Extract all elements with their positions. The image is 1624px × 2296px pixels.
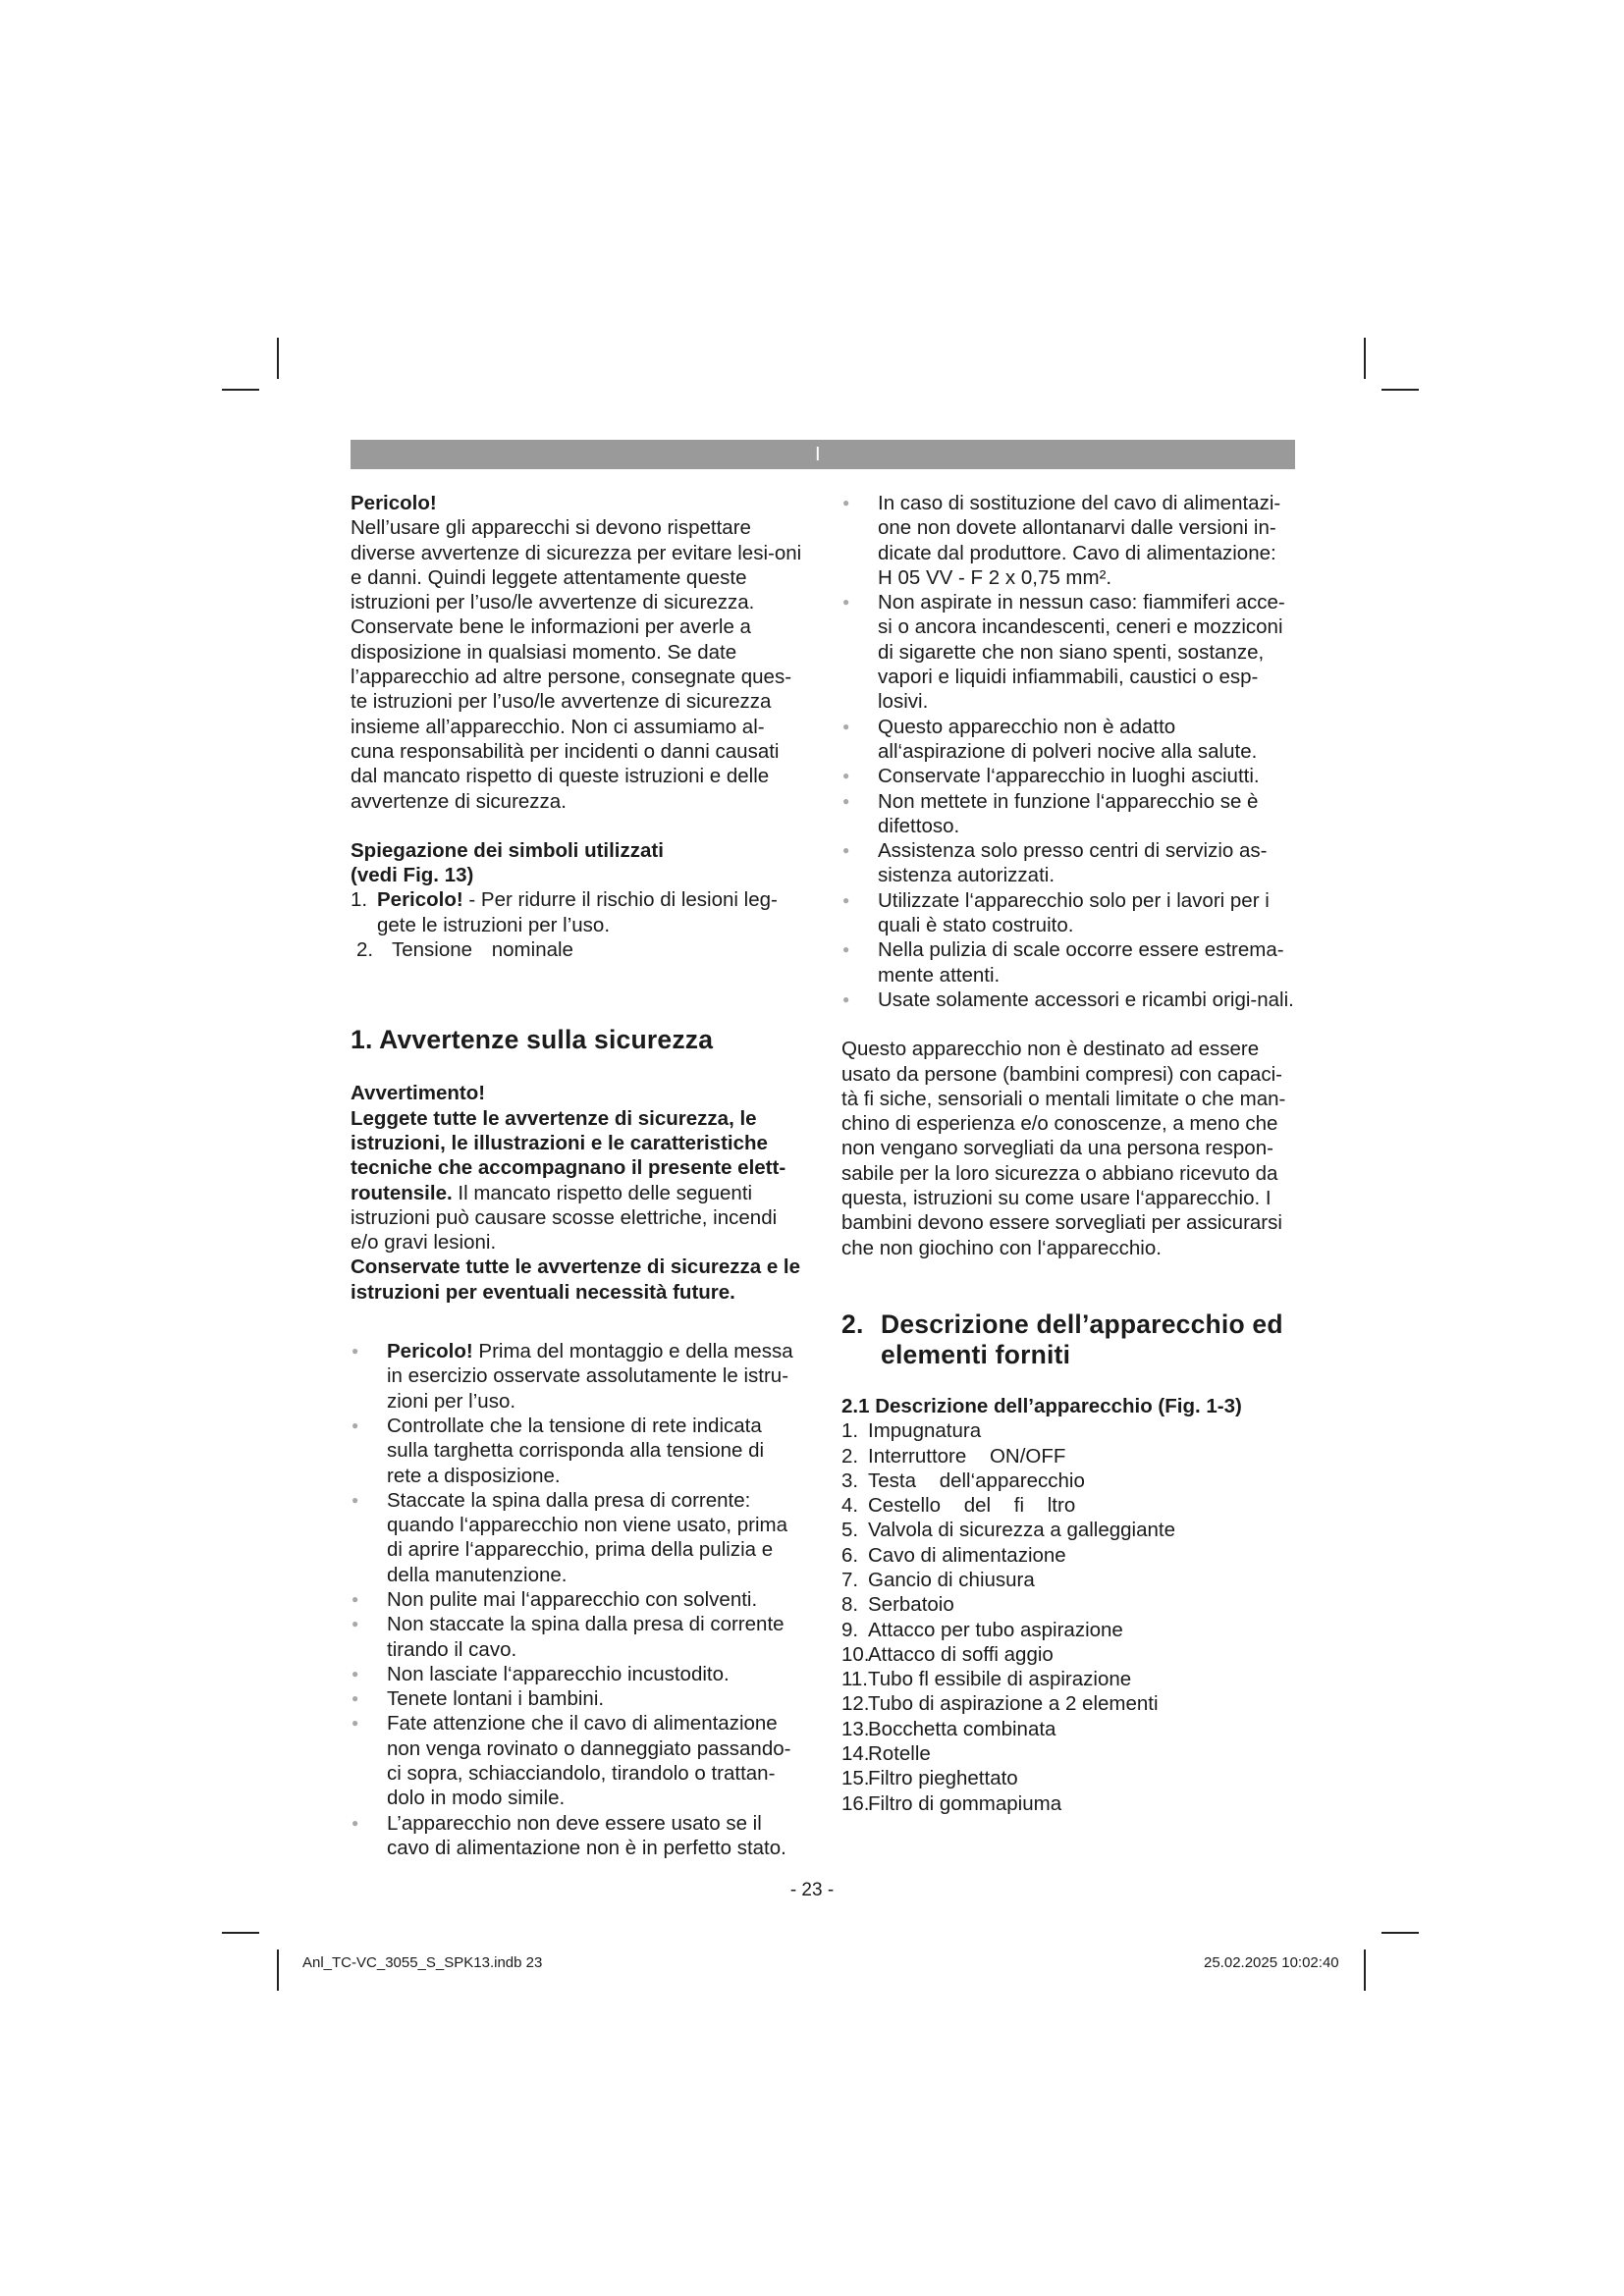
part-label: Rotelle (868, 1742, 931, 1766)
list-item (351, 1414, 802, 1488)
list-item (841, 988, 1295, 1012)
part-label: Tubo di aspirazione a 2 elementi (868, 1692, 1159, 1716)
list-item (841, 1642, 1295, 1667)
list-item (841, 1568, 1295, 1592)
crop-mark (277, 1949, 279, 1991)
list-item (351, 1711, 802, 1810)
list-number: 16. (841, 1791, 870, 1815)
crop-mark (1381, 1932, 1419, 1934)
list-item (841, 1592, 1295, 1617)
list-item (841, 1741, 1295, 1766)
symbols-list-item (351, 887, 802, 937)
bullet-text: Prima del montaggio e della messa in esercizio osservate assolutamente le istru-zioni per l’uso. (387, 1340, 793, 1413)
crop-mark (1364, 1949, 1366, 1991)
symbol-bold: Pericolo! (377, 888, 463, 912)
symbols-heading: Spiegazione dei simboli utilizzati (351, 838, 664, 862)
bullet-text: Utilizzate l‘apparecchio solo per i lavori per i quali è stato costruito. (878, 888, 1270, 937)
children-paragraph: Questo apparecchio non è destinato ad essere usato da persone (bambini compresi) con capaci-tà fi siche, sensoriali o mentali limitate o che man-chino di esperienza e/o conoscenze, a meno che non vengano sorvegliati da una persona respon-sabile per la loro sicurezza o abbiano ricevuto da questa, istruzioni su come usare l‘apparecchio. I bambini devono essere sorvegliati per assicurarsi che non giochino con l‘apparecchio. (841, 1038, 1286, 1259)
bullet-text: Non pulite mai l‘apparecchio con solventi. (387, 1587, 758, 1611)
part-label: Interruttore ON/OFF (868, 1444, 1066, 1468)
list-item (841, 590, 1295, 714)
list-item (841, 715, 1295, 765)
section-1-number: 1. (351, 1025, 373, 1055)
section-2-title: Descrizione dell’apparecchio ed elementi forniti (881, 1308, 1283, 1369)
list-item (841, 838, 1295, 888)
crop-mark (277, 338, 279, 379)
list-number: 11. (841, 1668, 868, 1691)
list-item (841, 789, 1295, 839)
list-item (841, 1418, 1295, 1443)
list-item (351, 1686, 802, 1711)
list-number: 1. (351, 888, 368, 912)
part-label: Tubo fl essibile di aspirazione (868, 1668, 1132, 1691)
list-item (841, 1493, 1295, 1518)
list-item (841, 937, 1295, 988)
part-label: Filtro di gommapiuma (868, 1791, 1062, 1815)
section-1-heading (351, 1025, 802, 1055)
footer-file-name: Anl_TC-VC_3055_S_SPK13.indb 23 (302, 1954, 543, 1971)
bullet-text: L’apparecchio non deve essere usato se il cavo di alimentazione non è in perfetto stato. (387, 1811, 786, 1859)
part-label: Cestello del fi ltro (868, 1494, 1076, 1518)
list-number: 7. (841, 1568, 859, 1591)
part-label: Impugnatura (868, 1419, 982, 1443)
bullet-text: Staccate la spina dalla presa di corrente: quando l‘apparecchio non viene usato, prima di aprire l‘apparecchio, prima della pulizia e della manutenzione. (387, 1488, 787, 1586)
list-item (841, 1766, 1295, 1790)
part-label: Bocchetta combinata (868, 1717, 1056, 1740)
warning-bold-text: Leggete tutte le avvertenze di sicurezza, le istruzioni, le illustrazioni e le caratteristiche tecniche che accompagnano il presente elett-routensile. (351, 1106, 786, 1204)
keep-instructions-text: Conservate tutte le avvertenze di sicurezza e le istruzioni per eventuali necessità future. (351, 1255, 801, 1304)
bullet-text: Usate solamente accessori e ricambi origi-nali. (878, 988, 1294, 1011)
list-item (351, 1662, 802, 1686)
list-number: 2. (841, 1444, 859, 1468)
list-item (841, 1667, 1295, 1691)
danger-title: Pericolo! (351, 492, 437, 514)
warning-text: Il mancato rispetto delle seguenti istruzioni può causare scosse elettriche, incendi e/o gravi lesioni. (351, 1181, 778, 1255)
list-item (351, 1811, 802, 1861)
subsection-2-1-title: 2.1 Descrizione dell’apparecchio (Fig. 1-3) (841, 1394, 1242, 1417)
bullet-text: Assistenza solo presso centri di servizio as-sistenza autorizzati. (878, 839, 1268, 887)
symbol-text: Tensione nominale (392, 938, 573, 962)
bullet-text: Controllate che la tensione di rete indicata sulla targhetta corrisponda alla tensione di rete a disposizione. (387, 1414, 765, 1487)
list-item (841, 1618, 1295, 1642)
list-item (351, 1339, 802, 1414)
danger-text: Nell’usare gli apparecchi si devono rispettare diverse avvertenze di sicurezza per evitare lesi-oni e danni. Quindi leggete attentamente queste istruzioni per l’uso/le avvertenze di sicurezza. Conservate bene le informazioni per averle a disposizione in qualsiasi momento. Se date l’apparecchio ad altre persone, consegnate ques-te istruzioni per l’uso/le avvertenze di sicurezza insieme all’apparecchio. Non ci assumiamo al-cuna responsabilità per incidenti o danni causati dal mancato rispetto di queste istruzioni e delle avvertenze di sicurezza. (351, 516, 802, 813)
bullet-text: Nella pulizia di scale occorre essere estrema-mente attenti. (878, 938, 1284, 987)
safety-bullet-list-continued (841, 491, 1295, 1012)
section-2-number: 2. (841, 1308, 864, 1339)
symbols-list (351, 887, 802, 962)
list-item (351, 1488, 802, 1587)
right-column (841, 491, 1295, 1816)
bullet-text: Tenete lontani i bambini. (387, 1687, 605, 1711)
bullet-text: Non staccate la spina dalla presa di corrente tirando il cavo. (387, 1613, 785, 1661)
list-number: 13. (841, 1717, 870, 1740)
list-item (351, 1587, 802, 1612)
list-number: 9. (841, 1618, 859, 1641)
list-item (351, 1612, 802, 1662)
list-item (841, 1518, 1295, 1542)
part-label: Attacco per tubo aspirazione (868, 1618, 1123, 1641)
part-label: Testa dell‘apparecchio (868, 1468, 1085, 1492)
safety-bullet-list (351, 1339, 802, 1860)
parts-list (841, 1418, 1295, 1816)
bullet-text: Non aspirate in nessun caso: fiammiferi acce-si o ancora incandescenti, ceneri e mozziconi di sigarette che non siano spenti, sostanze, vapori e liquidi infiammabili, caustici o esp-losivi. (878, 591, 1285, 714)
list-number: 12. (841, 1692, 870, 1716)
left-column (351, 491, 802, 1860)
list-item (841, 1444, 1295, 1468)
list-number: 5. (841, 1519, 859, 1542)
list-item (841, 1717, 1295, 1741)
list-number: 3. (841, 1468, 859, 1492)
section-2-heading (841, 1309, 1295, 1370)
part-label: Gancio di chiusura (868, 1568, 1035, 1591)
bullet-text: Fate attenzione che il cavo di alimentazione non venga rovinato o danneggiato passando-ci sopra, schiacciandolo, tirandolo o trattan-dolo in modo simile. (387, 1712, 791, 1810)
list-item (841, 1691, 1295, 1716)
footer-timestamp: 25.02.2025 10:02:40 (1204, 1954, 1339, 1971)
list-number: 8. (841, 1593, 859, 1617)
symbol-text: - Per ridurre il rischio di lesioni leg-gete le istruzioni per l’uso. (377, 888, 778, 936)
list-item (841, 888, 1295, 938)
language-marker: I (815, 444, 821, 465)
part-label: Attacco di soffi aggio (868, 1642, 1054, 1666)
part-label: Cavo di alimentazione (868, 1543, 1066, 1567)
crop-mark (1364, 338, 1366, 379)
list-number: 14. (841, 1742, 870, 1766)
symbols-heading-fig: (vedi Fig. 13) (351, 864, 474, 887)
list-item (841, 491, 1295, 590)
list-number: 10. (841, 1642, 870, 1666)
page-number: - 23 - (789, 1880, 835, 1900)
part-label: Filtro pieghettato (868, 1767, 1018, 1790)
list-item (841, 1791, 1295, 1816)
bullet-text: Questo apparecchio non è adatto all‘aspirazione di polveri nocive alla salute. (878, 715, 1258, 763)
crop-mark (1381, 389, 1419, 391)
list-number: 2. (356, 938, 374, 962)
crop-mark (222, 389, 259, 391)
crop-mark (222, 1932, 259, 1934)
list-number: 15. (841, 1767, 870, 1790)
warning-title: Avvertimento! (351, 1082, 486, 1105)
bullet-text: Non lasciate l‘apparecchio incustodito. (387, 1662, 730, 1685)
bullet-bold: Pericolo! (387, 1340, 473, 1363)
part-label: Valvola di sicurezza a galleggiante (868, 1519, 1176, 1542)
part-label: Serbatoio (868, 1593, 954, 1617)
list-item (841, 1543, 1295, 1568)
list-number: 1. (841, 1419, 859, 1443)
section-1-title: Avvertenze sulla sicurezza (379, 1025, 714, 1055)
bullet-text: In caso di sostituzione del cavo di alimentazi-one non dovete allontanarvi dalle versioni in-dicate dal produttore. Cavo di alimentazione: H 05 VV - F 2 x 0,75 mm². (878, 492, 1281, 589)
list-item (841, 764, 1295, 788)
list-number: 6. (841, 1543, 859, 1567)
list-number: 4. (841, 1494, 859, 1518)
bullet-text: Non mettete in funzione l‘apparecchio se è difettoso. (878, 789, 1259, 837)
list-item (841, 1468, 1295, 1493)
symbols-list-item (351, 937, 802, 962)
language-header-bar (351, 440, 1295, 469)
bullet-text: Conservate l‘apparecchio in luoghi asciutti. (878, 765, 1260, 788)
